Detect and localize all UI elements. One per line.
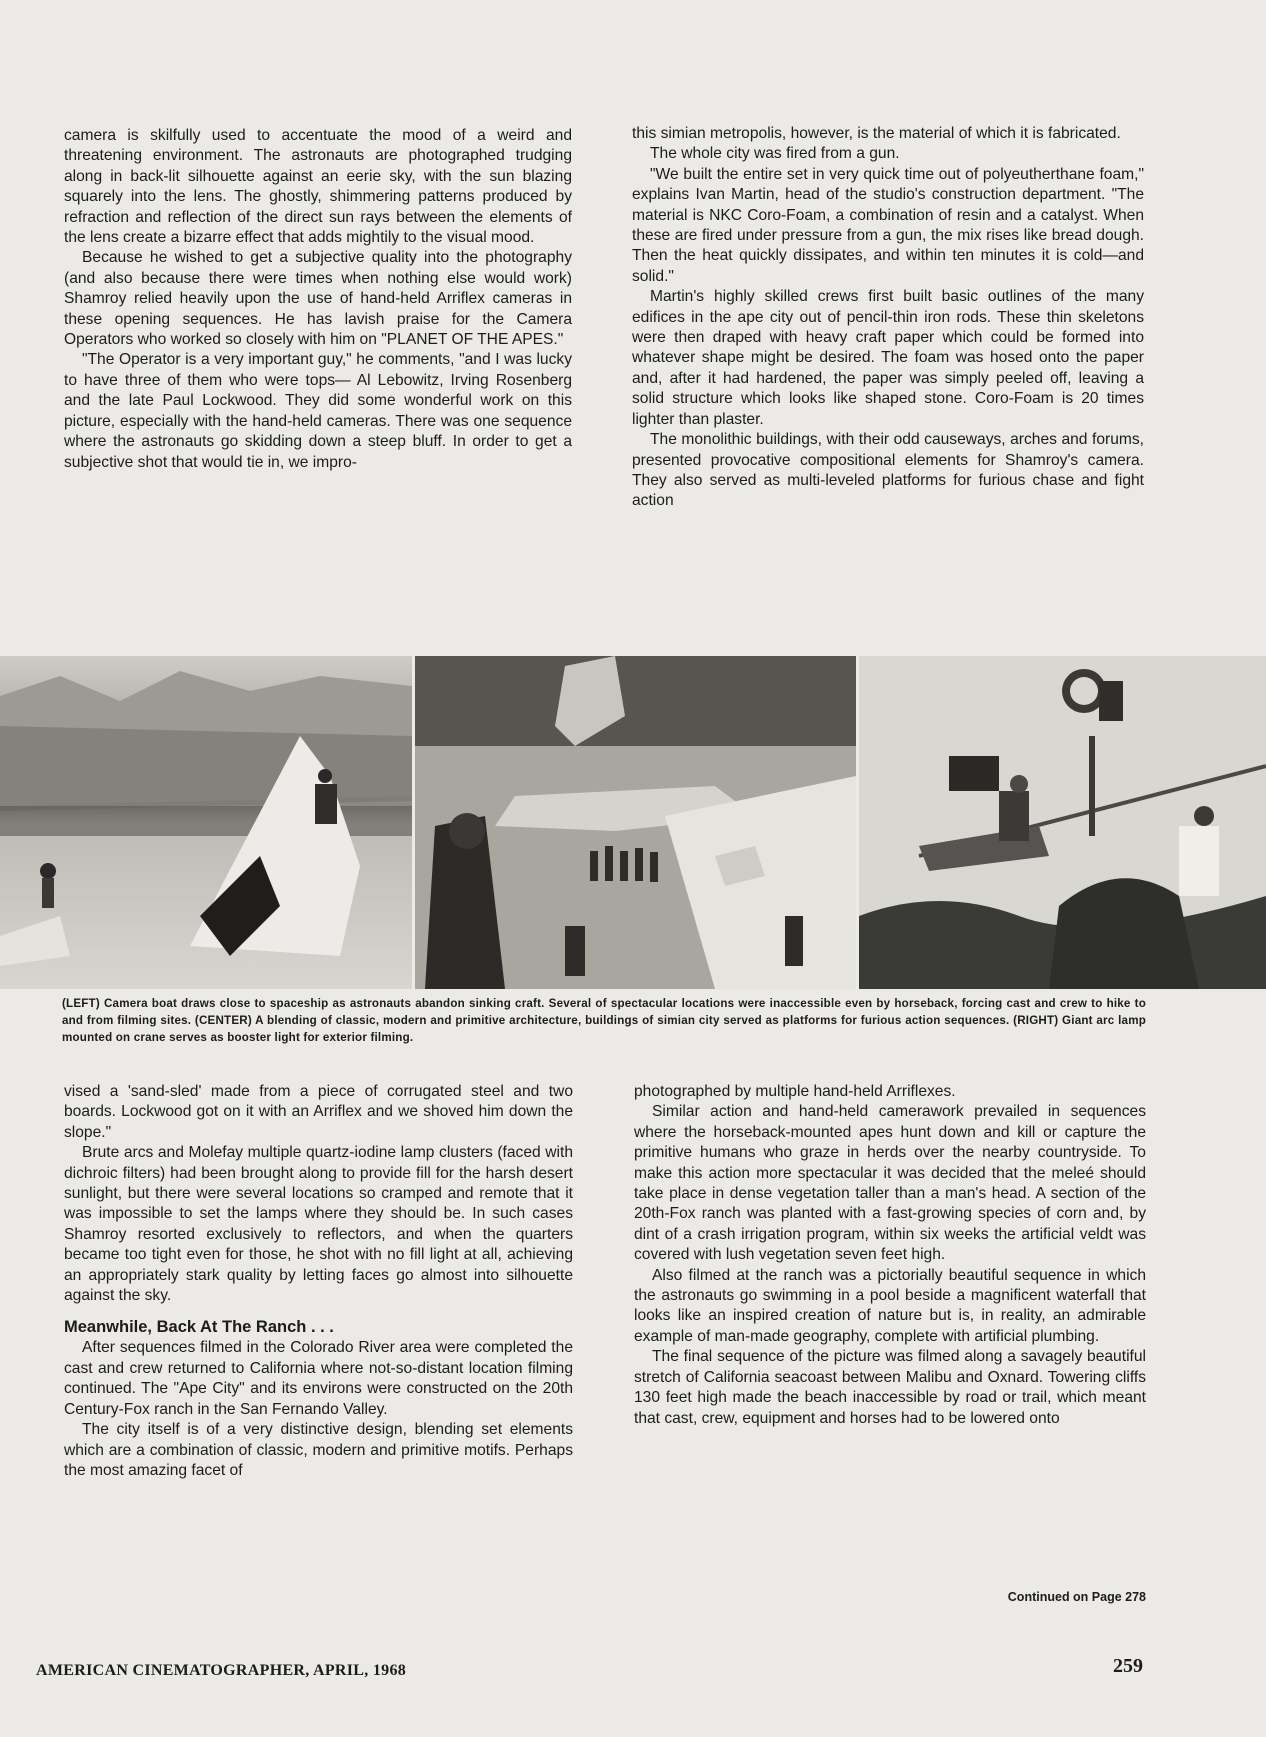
paragraph: this simian metropolis, however, is the material of which it is fabricated. [632, 125, 1121, 142]
paragraph: After sequences filmed in the Colorado River area were completed the cast and crew returned to California where not-so-distant location filming continued. The "Ape City" and its environs were constructed on the 20th Century-Fox ranch in the San Fernando Valley. [64, 1339, 573, 1418]
page-number: 259 [1113, 1655, 1143, 1677]
photo-arc-lamp-crane [859, 656, 1266, 989]
paragraph: Similar action and hand-held camerawork prevailed in sequences where the horseback-mounted apes hunt down and kill or capture the primitive humans who graze in herds over the nearby countryside. To make this action more spectacular it was decided that the meleé should take place in dense vegetation taller than a man's head. A section of the 20th-Fox ranch was planted with a fast-growing species of corn and, by dint of a crash irrigation program, within six weeks the artificial veldt was covered with lush vegetation seven feet high. [634, 1103, 1146, 1264]
paragraph: Also filmed at the ranch was a pictorially beautiful sequence in which the astronauts go swimming in a pool beside a magnificent waterfall that looks like an inspired creation of nature but is, in reality, an admirable example of man-made geography, complete with artificial plumbing. [634, 1266, 1146, 1345]
paragraph: The final sequence of the picture was filmed along a savagely beautiful stretch of California seacoast between Malibu and Oxnard. Towering cliffs 130 feet high made the beach inaccessible by road or trail, which meant that cast, crew, equipment and horses had to be lowered onto [634, 1348, 1146, 1427]
paragraph: camera is skilfully used to accentuate the mood of a weird and threatening environment. The astronauts are photographed trudging along in back-lit silhouette against an eerie sky, with the sun blazing squarely into the lens. The ghostly, shimmering patterns produced by refraction and reflection of the direct sun rays between the elements of the lens create a bizarre effect that adds mightily to the visual mood. [64, 127, 572, 247]
paragraph: The whole city was fired from a gun. [650, 145, 900, 163]
paragraph: photographed by multiple hand-held Arriflexes. [634, 1083, 956, 1100]
section-subheading: Meanwhile, Back At The Ranch . . . [64, 1318, 334, 1337]
photo-boat-spaceship [0, 656, 412, 989]
publication-footer: AMERICAN CINEMATOGRAPHER, APRIL, 1968 [36, 1662, 407, 1679]
article-column-bottom-right [634, 1082, 1146, 1429]
article-column-top-left [64, 126, 572, 473]
paragraph: "The Operator is a very important guy," he comments, "and I was lucky to have three of them who were tops— Al Lebowitz, Irving Rosenberg and the late Paul Lockwood. They did some wonderful work on this picture, especially with the hand-held cameras. There was one sequence where the astronauts go skidding down a steep bluff. In order to get a subjective shot that would tie in, we impro- [64, 351, 572, 471]
paragraph: vised a 'sand-sled' made from a piece of corrugated steel and two boards. Lockwood got on it with an Arriflex and we shoved him down the slope." [64, 1083, 573, 1141]
article-column-top-right [632, 124, 1144, 512]
photo-strip [0, 656, 1266, 989]
paragraph: The monolithic buildings, with their odd causeways, arches and forums, presented provocative compositional elements for Shamroy's camera. They also served as multi-leveled platforms for furious chase and fight action [632, 431, 1144, 510]
article-column-bottom-left [64, 1082, 573, 1481]
paragraph: "We built the entire set in very quick time out of polyeutherthane foam," explains Ivan Martin, head of the studio's construction department. "The material is NKC Coro-Foam, a combination of resin and a catalyst. When these are fired under pressure from a gun, the mix rises like bread dough. Then the heat quickly dissipates, and within ten minutes it is cold—and solid." [632, 165, 1144, 285]
photo-ape-city [415, 656, 856, 989]
paragraph: Martin's highly skilled crews first built basic outlines of the many edifices in the ape city out of pencil-thin iron rods. These thin skeletons were then draped with heavy craft paper which could be formed into whatever shape might be desired. The foam was hosed onto the paper and, after it had hardened, the paper was simply peeled off, leaving a solid structure which looks like shaped stone. Coro-Foam is 20 times lighter than plaster. [632, 288, 1144, 428]
paragraph: Brute arcs and Molefay multiple quartz-iodine lamp clusters (faced with dichroic filters) had been brought along to provide fill for the harsh desert sunlight, but there were several locations so cramped and remote that it was impossible to set the lamps where they should be. In such cases Shamroy resorted exclusively to reflectors, and when the quarters became too tight even for those, he shot with no fill light at all, achieving an appropriately stark quality by letting faces go almost into silhouette against the sky. [64, 1144, 573, 1305]
continued-note: Continued on Page 278 [1007, 1590, 1146, 1604]
paragraph: Because he wished to get a subjective quality into the photography (and also because there were times when nothing else would work) Shamroy relied heavily upon the use of hand-held Arriflex cameras in these opening sequences. He has lavish praise for the Camera Operators who worked so closely with him on "PLANET OF THE APES." [64, 249, 572, 349]
photo-caption: (LEFT) Camera boat draws close to spaceship as astronauts abandon sinking craft. Several of spectacular locations were inaccessible even by horseback, forcing cast and crew to hike to and from filming sites. (CENTER) A blending of classic, modern and primitive architecture, buildings of simian city served as platforms for furious action sequences. (RIGHT) Giant arc lamp mounted on crane serves as booster light for exterior filming. [62, 997, 1146, 1044]
paragraph: The city itself is of a very distinctive design, blending set elements which are a combination of classic, modern and primitive motifs. Perhaps the most amazing facet of [64, 1421, 573, 1479]
